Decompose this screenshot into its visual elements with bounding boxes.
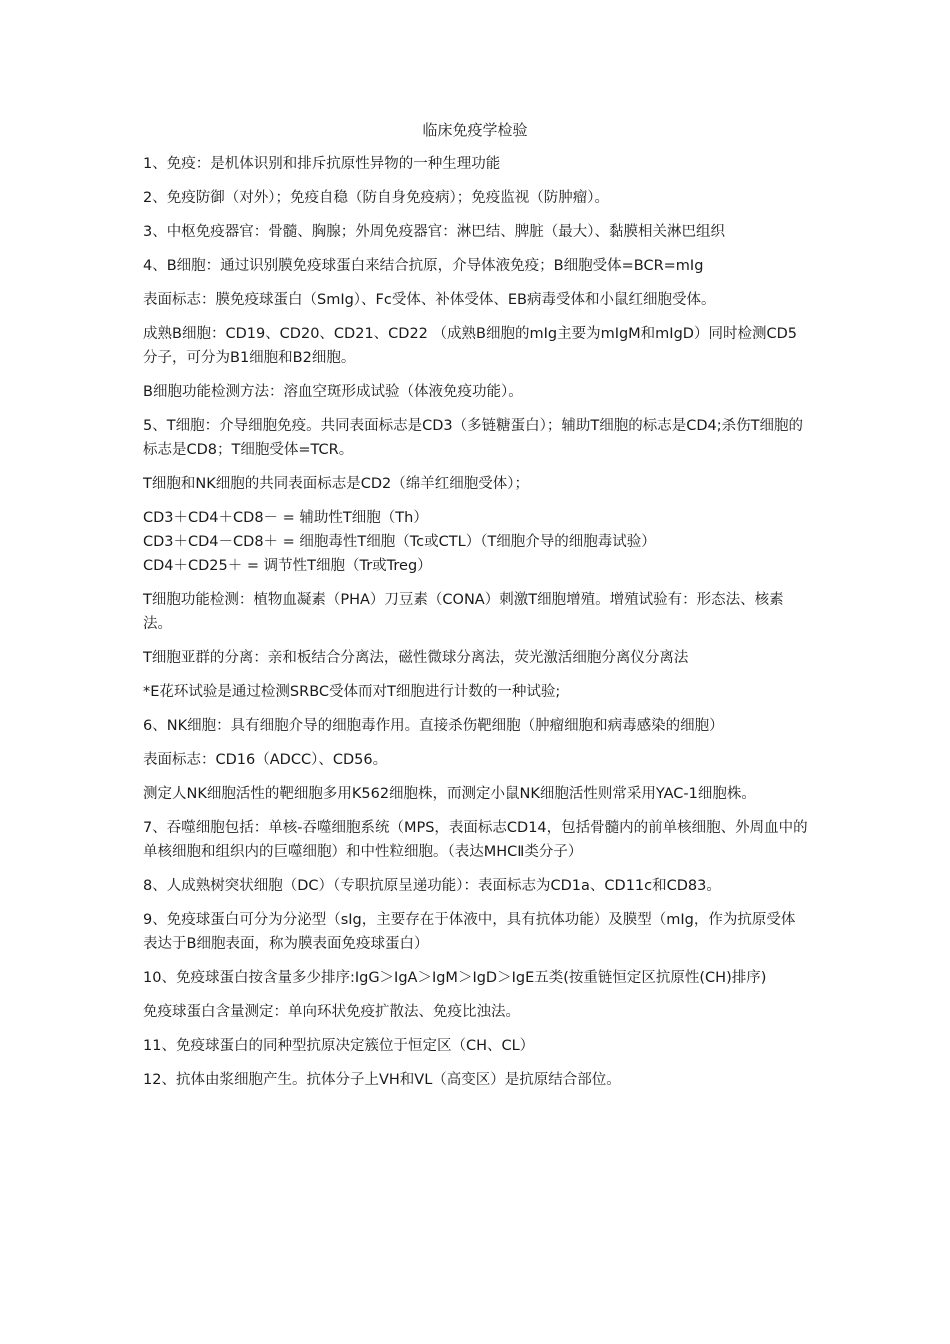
paragraph-2: 2、免疫防御（对外）；免疫自稳（防自身免疫病）；免疫监视（防肿瘤）。 bbox=[143, 190, 609, 206]
paragraph-ig-measurement: 免疫球蛋白含量测定：单向环状免疫扩散法、免疫比浊法。 bbox=[143, 1004, 520, 1020]
paragraph-e-rosette: *E花环试验是通过检测SRBC受体而对T细胞进行计数的一种试验; bbox=[143, 684, 561, 700]
paragraph-nk-target: 测定人NK细胞活性的靶细胞多用K562细胞株，而测定小鼠NK细胞活性则常采用YAC-1细胞株。 bbox=[143, 786, 756, 802]
paragraph-t-cell-function: T细胞功能检测：植物血凝素（PHA）刀豆素（CONA）刺激T细胞增殖。增殖试验有：形态法、核素法。 bbox=[143, 592, 784, 632]
paragraph-11: 11、免疫球蛋白的同种型抗原决定簇位于恒定区（CH、CL） bbox=[143, 1038, 535, 1054]
paragraph-10: 10、免疫球蛋白按含量多少排序:IgG＞IgA＞IgM＞IgD＞IgE五类(按重链恒定区抗原性(CH)排序) bbox=[143, 970, 767, 986]
paragraph-treg: CD4＋CD25＋ = 调节性T细胞（Tr或Treg） bbox=[143, 558, 432, 574]
paragraph-mature-b-cell: 成熟B细胞：CD19、CD20、CD21、CD22 （成熟B细胞的mIg主要为mIgM和mIgD）同时检测CD5分子，可分为B1细胞和B2细胞。 bbox=[143, 326, 797, 366]
paragraph-6: 6、NK细胞：具有细胞介导的细胞毒作用。直接杀伤靶细胞（肿瘤细胞和病毒感染的细胞） bbox=[143, 718, 724, 734]
paragraph-cd2: T细胞和NK细胞的共同表面标志是CD2（绵羊红细胞受体）； bbox=[143, 476, 529, 492]
paragraph-b-cell-markers: 表面标志：膜免疫球蛋白（SmIg）、Fc受体、补体受体、EB病毒受体和小鼠红细胞受体。 bbox=[143, 292, 716, 308]
paragraph-nk-markers: 表面标志：CD16（ADCC）、CD56。 bbox=[143, 752, 388, 768]
paragraph-ctl: CD3＋CD4－CD8＋ = 细胞毒性T细胞（Tc或CTL）（T细胞介导的细胞毒试验） bbox=[143, 534, 656, 550]
document-title: 临床免疫学检验 bbox=[422, 121, 528, 139]
paragraph-th: CD3＋CD4＋CD8－ = 辅助性T细胞（Th） bbox=[143, 510, 428, 526]
paragraph-b-cell-function: B细胞功能检测方法：溶血空斑形成试验（体液免疫功能）。 bbox=[143, 384, 523, 400]
paragraph-5: 5、T细胞：介导细胞免疫。共同表面标志是CD3（多链糖蛋白）；辅助T细胞的标志是CD4;杀伤T细胞的标志是CD8；T细胞受体=TCR。 bbox=[143, 418, 803, 458]
paragraph-8: 8、人成熟树突状细胞（DC）（专职抗原呈递功能）：表面标志为CD1a、CD11c和CD83。 bbox=[143, 878, 721, 894]
paragraph-4: 4、B细胞：通过识别膜免疫球蛋白来结合抗原，介导体液免疫；B细胞受体=BCR=mIg bbox=[143, 258, 704, 274]
paragraph-t-cell-separation: T细胞亚群的分离：亲和板结合分离法，磁性微球分离法，荧光激活细胞分离仪分离法 bbox=[143, 650, 689, 666]
paragraph-1: 1、免疫：是机体识别和排斥抗原性异物的一种生理功能 bbox=[143, 156, 501, 172]
paragraph-9: 9、免疫球蛋白可分为分泌型（sIg，主要存在于体液中，具有抗体功能）及膜型（mIg，作为抗原受体表达于B细胞表面，称为膜表面免疫球蛋白） bbox=[143, 912, 796, 952]
paragraph-7: 7、吞噬细胞包括：单核-吞噬细胞系统（MPS，表面标志CD14，包括骨髓内的前单核细胞、外周血中的单核细胞和组织内的巨噬细胞）和中性粒细胞。（表达MHCⅡ类分子） bbox=[143, 820, 808, 860]
paragraph-12: 12、抗体由浆细胞产生。抗体分子上VH和VL（高变区）是抗原结合部位。 bbox=[143, 1072, 621, 1088]
document-body bbox=[143, 152, 809, 1102]
paragraph-3: 3、中枢免疫器官：骨髓、胸腺；外周免疫器官：淋巴结、脾脏（最大）、黏膜相关淋巴组织 bbox=[143, 224, 725, 240]
